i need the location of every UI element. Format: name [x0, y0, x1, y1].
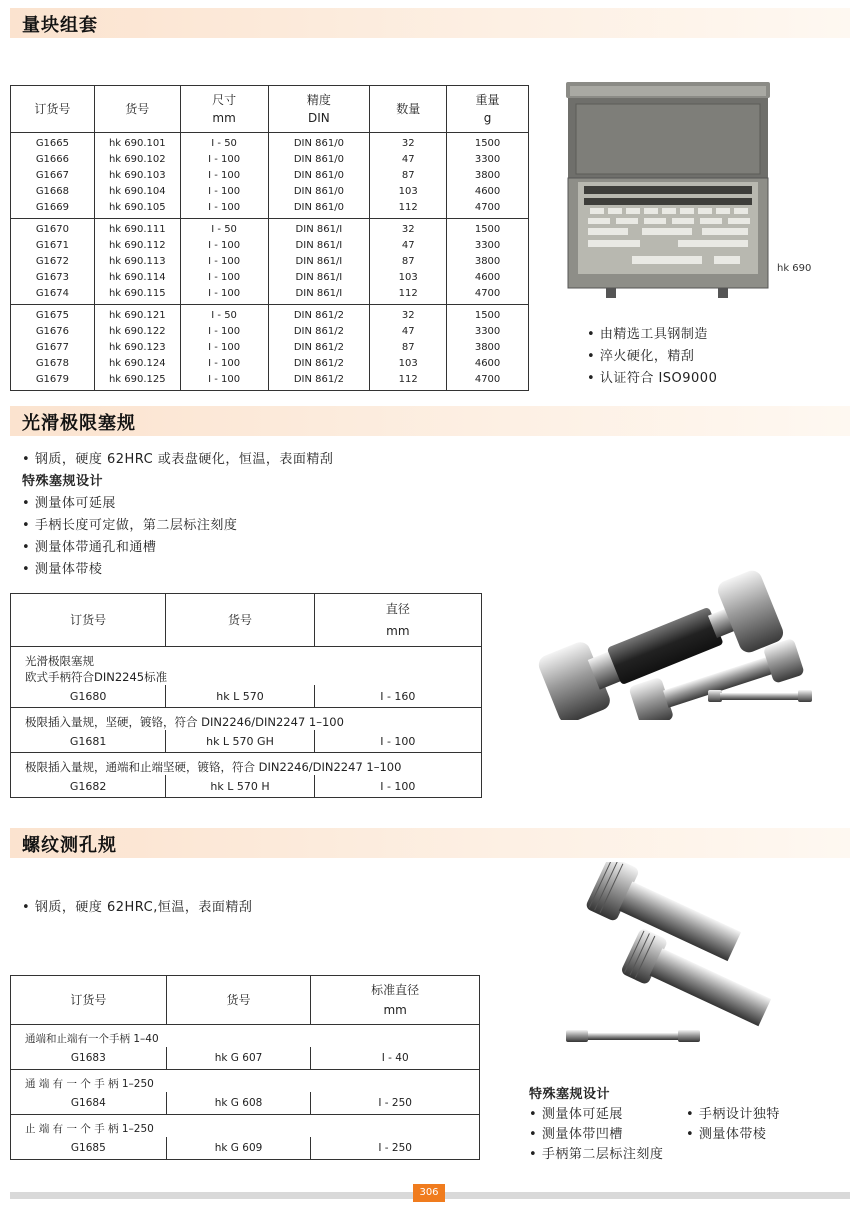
table-cell: hk 690.113: [94, 254, 180, 270]
table-cell: DIN 861/0: [268, 133, 370, 153]
header-label: 尺寸: [212, 93, 237, 107]
plug-gauge-table: [10, 593, 482, 798]
description-line: 光滑极限塞规: [25, 654, 94, 668]
table-cell: I - 40: [311, 1047, 480, 1070]
table-row: [11, 200, 529, 219]
header-unit: DIN: [308, 111, 330, 125]
table-cell: I - 100: [180, 270, 268, 286]
table-cell: 112: [370, 200, 447, 219]
subheading: 特殊塞规设计: [529, 1087, 611, 1102]
table-cell: 4600: [447, 356, 529, 372]
column-header: [166, 976, 311, 1025]
table-cell: hk 690.115: [94, 286, 180, 305]
group-description-row: [11, 708, 482, 731]
table-cell: 32: [370, 133, 447, 153]
table-row: [11, 1092, 480, 1115]
table-cell: 103: [370, 270, 447, 286]
table-cell: 4600: [447, 184, 529, 200]
bullet: • 手柄长度可定做，第二层标注刻度: [22, 515, 333, 537]
thread-bullets: [22, 897, 252, 919]
table-row: [11, 168, 529, 184]
bullet: • 淬火硬化，精刮: [587, 346, 717, 368]
table-cell: hk 690.104: [94, 184, 180, 200]
bullet: • 钢质，硬度 62HRC 或表盘硬化，恒温，表面精刮: [22, 449, 333, 471]
column-header: [11, 594, 166, 647]
header-label: 货号: [227, 613, 252, 627]
subheading: 特殊塞规设计: [22, 474, 104, 489]
table-cell: I - 250: [311, 1137, 480, 1160]
table-cell: 4700: [447, 286, 529, 305]
column-header: [370, 86, 447, 133]
table-cell: 1500: [447, 305, 529, 325]
table-row: [11, 305, 529, 325]
table-cell: DIN 861/0: [268, 200, 370, 219]
column-header: [447, 86, 529, 133]
photo-caption: hk 690: [777, 263, 812, 274]
table-cell: DIN 861/2: [268, 305, 370, 325]
thread-gauge-table: [10, 975, 480, 1160]
table-cell: I - 50: [180, 133, 268, 153]
table-cell: 47: [370, 238, 447, 254]
table-cell: I - 100: [180, 340, 268, 356]
table-cell: G1683: [11, 1047, 167, 1070]
table-cell: DIN 861/I: [268, 270, 370, 286]
table-cell: G1678: [35, 358, 70, 369]
table-cell: 3300: [447, 324, 529, 340]
table-row: [11, 286, 529, 305]
bullet: • 测量体带棱: [22, 559, 333, 581]
table-cell: hk 690.101: [94, 133, 180, 153]
table-cell: 3800: [447, 168, 529, 184]
plug-gauge-photo: [512, 540, 848, 720]
column-header: [11, 976, 167, 1025]
column-header: [94, 86, 180, 133]
header-label: 直径: [385, 602, 410, 616]
table-cell: I - 100: [180, 324, 268, 340]
column-header: [314, 594, 481, 647]
table-cell: I - 50: [180, 305, 268, 325]
header-label: 订货号: [70, 613, 107, 627]
group-description: [11, 753, 482, 776]
table-cell: DIN 861/2: [268, 372, 370, 391]
section-band-gauge-blocks: [10, 8, 850, 38]
table-row: [11, 270, 529, 286]
table-cell: 112: [370, 372, 447, 391]
bullet: • 手柄第二层标注刻度: [529, 1145, 663, 1165]
table-cell: G1679: [35, 374, 70, 385]
table-row: [11, 238, 529, 254]
header-unit: g: [483, 111, 492, 125]
table-cell: DIN 861/I: [268, 238, 370, 254]
table-cell: DIN 861/0: [268, 184, 370, 200]
table-cell: I - 100: [314, 730, 481, 753]
table-cell: G1673: [35, 272, 70, 283]
group-description: [11, 708, 482, 731]
table-cell: 47: [370, 324, 447, 340]
table-cell: G1680: [11, 685, 166, 708]
table-cell: DIN 861/2: [268, 356, 370, 372]
header-label: 数量: [396, 102, 421, 116]
table-cell: hk G 607: [166, 1047, 311, 1070]
table-cell: I - 250: [311, 1092, 480, 1115]
header-unit: mm: [386, 624, 410, 638]
table-cell: hk 690.105: [94, 200, 180, 219]
bullet: • 测量体带凹槽: [529, 1125, 663, 1145]
table-cell: 3300: [447, 152, 529, 168]
table-row: [11, 219, 529, 239]
header-label: 精度: [306, 93, 331, 107]
table-cell: hk G 609: [166, 1137, 311, 1160]
section-title: 螺纹测孔规: [22, 835, 117, 856]
bullet: • 钢质，硬度 62HRC,恒温，表面精刮: [22, 897, 252, 919]
bullet: • 测量体可延展: [22, 493, 333, 515]
table-cell: I - 100: [314, 775, 481, 798]
material-bullets: [587, 324, 717, 390]
description-line: 极限插入量规，通端和止端坚硬，镀铬，符合 DIN2246/DIN2247 1–100: [25, 760, 402, 774]
table-cell: I - 100: [180, 238, 268, 254]
table-cell: 47: [370, 152, 447, 168]
table-cell: 4700: [447, 200, 529, 219]
table-cell: 1500: [447, 133, 529, 153]
table-cell: DIN 861/I: [268, 219, 370, 239]
table-cell: 112: [370, 286, 447, 305]
table-cell: G1682: [69, 779, 107, 793]
header-label: 订货号: [34, 102, 71, 116]
table-cell: 4700: [447, 372, 529, 391]
table-cell: 103: [370, 184, 447, 200]
table-row: [11, 775, 482, 798]
table-cell: G1676: [35, 326, 70, 337]
table-row: [11, 340, 529, 356]
table-cell: hk 690.111: [94, 219, 180, 239]
group-description: 止 端 有 一 个 手 柄 1–250: [25, 1123, 154, 1135]
table-cell: I - 100: [180, 356, 268, 372]
table-cell: G1675: [35, 310, 70, 321]
bullet: • 认证符合 ISO9000: [587, 368, 717, 390]
table-cell: hk L 570 GH: [166, 730, 314, 753]
section-title: 光滑极限塞规: [22, 413, 136, 434]
table-cell: 32: [370, 305, 447, 325]
table-cell: G1669: [35, 202, 70, 213]
special-design-left: [529, 1085, 663, 1165]
header-unit: mm: [212, 111, 236, 125]
plug-bullets: [22, 449, 333, 581]
table-row: [11, 184, 529, 200]
group-description-row: [11, 1115, 480, 1138]
table-cell: hk 690.121: [94, 305, 180, 325]
table-cell: I - 160: [314, 685, 481, 708]
table-row: [11, 356, 529, 372]
table-cell: 87: [370, 254, 447, 270]
table-cell: G1674: [35, 288, 70, 299]
table-cell: I - 100: [180, 200, 268, 219]
bullet: • 测量体可延展: [529, 1105, 663, 1125]
table-cell: I - 100: [180, 152, 268, 168]
table-cell: G1677: [35, 342, 70, 353]
table-cell: hk 690.125: [94, 372, 180, 391]
header-label: 标准直径: [371, 983, 420, 997]
table-cell: 1500: [447, 219, 529, 239]
group-description: 通端和止端有一个手柄 1–40: [25, 1033, 159, 1045]
table-row: [11, 372, 529, 391]
table-cell: 3800: [447, 340, 529, 356]
table-cell: 4600: [447, 270, 529, 286]
bullet: • 由精选工具钢制造: [587, 324, 717, 346]
table-cell: G1684: [11, 1092, 167, 1115]
table-cell: hk 690.122: [94, 324, 180, 340]
table-cell: hk L 570: [166, 685, 314, 708]
table-row: [11, 324, 529, 340]
table-cell: G1666: [35, 154, 70, 165]
group-description-row: [11, 753, 482, 776]
table-row: [11, 685, 482, 708]
table-cell: I - 50: [180, 219, 268, 239]
table-cell: DIN 861/0: [268, 152, 370, 168]
table-cell: G1665: [35, 138, 70, 149]
column-header: [11, 86, 95, 133]
section-title: 量块组套: [22, 15, 98, 36]
column-header: [268, 86, 370, 133]
table-cell: DIN 861/I: [268, 286, 370, 305]
table-cell: hk 690.114: [94, 270, 180, 286]
table-cell: hk 690.124: [94, 356, 180, 372]
table-cell: I - 100: [180, 184, 268, 200]
table-row: [11, 254, 529, 270]
header-label: 订货号: [70, 993, 107, 1007]
table-cell: 3800: [447, 254, 529, 270]
header-label: 重量: [475, 93, 500, 107]
column-header: [311, 976, 480, 1025]
table-cell: G1681: [11, 730, 166, 753]
table-cell: hk L 570 H: [166, 775, 314, 798]
group-description: 通 端 有 一 个 手 柄 1–250: [25, 1078, 154, 1090]
table-cell: DIN 861/2: [268, 324, 370, 340]
column-header: [166, 594, 314, 647]
table-cell: I - 100: [180, 254, 268, 270]
table-cell: 3300: [447, 238, 529, 254]
table-cell: G1672: [35, 256, 70, 267]
section-band-plug-gauges: [10, 406, 850, 436]
table-cell: 87: [370, 340, 447, 356]
table-cell: G1667: [35, 170, 70, 181]
thread-gauge-photo: [560, 862, 796, 1058]
table-cell: 32: [370, 219, 447, 239]
bullet: • 手柄设计独特: [686, 1105, 780, 1125]
header-label: 货号: [226, 993, 251, 1007]
gauge-block-table: [10, 85, 529, 391]
page-number: 306: [413, 1184, 445, 1202]
special-design-right: [686, 1105, 780, 1145]
table-cell: hk 690.103: [94, 168, 180, 184]
section-band-thread-gauges: [10, 828, 850, 858]
header-label: 货号: [125, 102, 150, 116]
bullet: • 测量体带通孔和通槽: [22, 537, 333, 559]
table-row: [11, 1047, 480, 1070]
table-row: [11, 152, 529, 168]
table-cell: 87: [370, 168, 447, 184]
table-cell: DIN 861/I: [268, 254, 370, 270]
table-cell: G1671: [35, 240, 70, 251]
group-description: [11, 647, 482, 686]
group-description-row: [11, 647, 482, 686]
table-cell: hk 690.102: [94, 152, 180, 168]
table-cell: hk 690.112: [94, 238, 180, 254]
description-line: 极限插入量规，坚硬，镀铬，符合 DIN2246/DIN2247 1–100: [25, 715, 344, 729]
table-cell: I - 100: [180, 168, 268, 184]
table-cell: G1668: [35, 186, 70, 197]
table-cell: I - 100: [180, 372, 268, 391]
table-cell: I - 100: [180, 286, 268, 305]
table-cell: DIN 861/2: [268, 340, 370, 356]
header-unit: mm: [383, 1003, 407, 1017]
table-cell: G1685: [70, 1142, 106, 1154]
bullet: • 测量体带棱: [686, 1125, 780, 1145]
group-description-row: [11, 1025, 480, 1048]
table-row: [11, 730, 482, 753]
table-row: [11, 133, 529, 153]
table-cell: hk 690.123: [94, 340, 180, 356]
description-line: 欧式手柄符合DIN2245标准: [25, 670, 168, 684]
table-cell: G1670: [35, 224, 70, 235]
column-header: [180, 86, 268, 133]
group-description-row: [11, 1070, 480, 1093]
table-row: [11, 1137, 480, 1160]
gauge-block-case-photo: [562, 82, 774, 300]
table-cell: hk G 608: [166, 1092, 311, 1115]
table-cell: 103: [370, 356, 447, 372]
table-cell: DIN 861/0: [268, 168, 370, 184]
